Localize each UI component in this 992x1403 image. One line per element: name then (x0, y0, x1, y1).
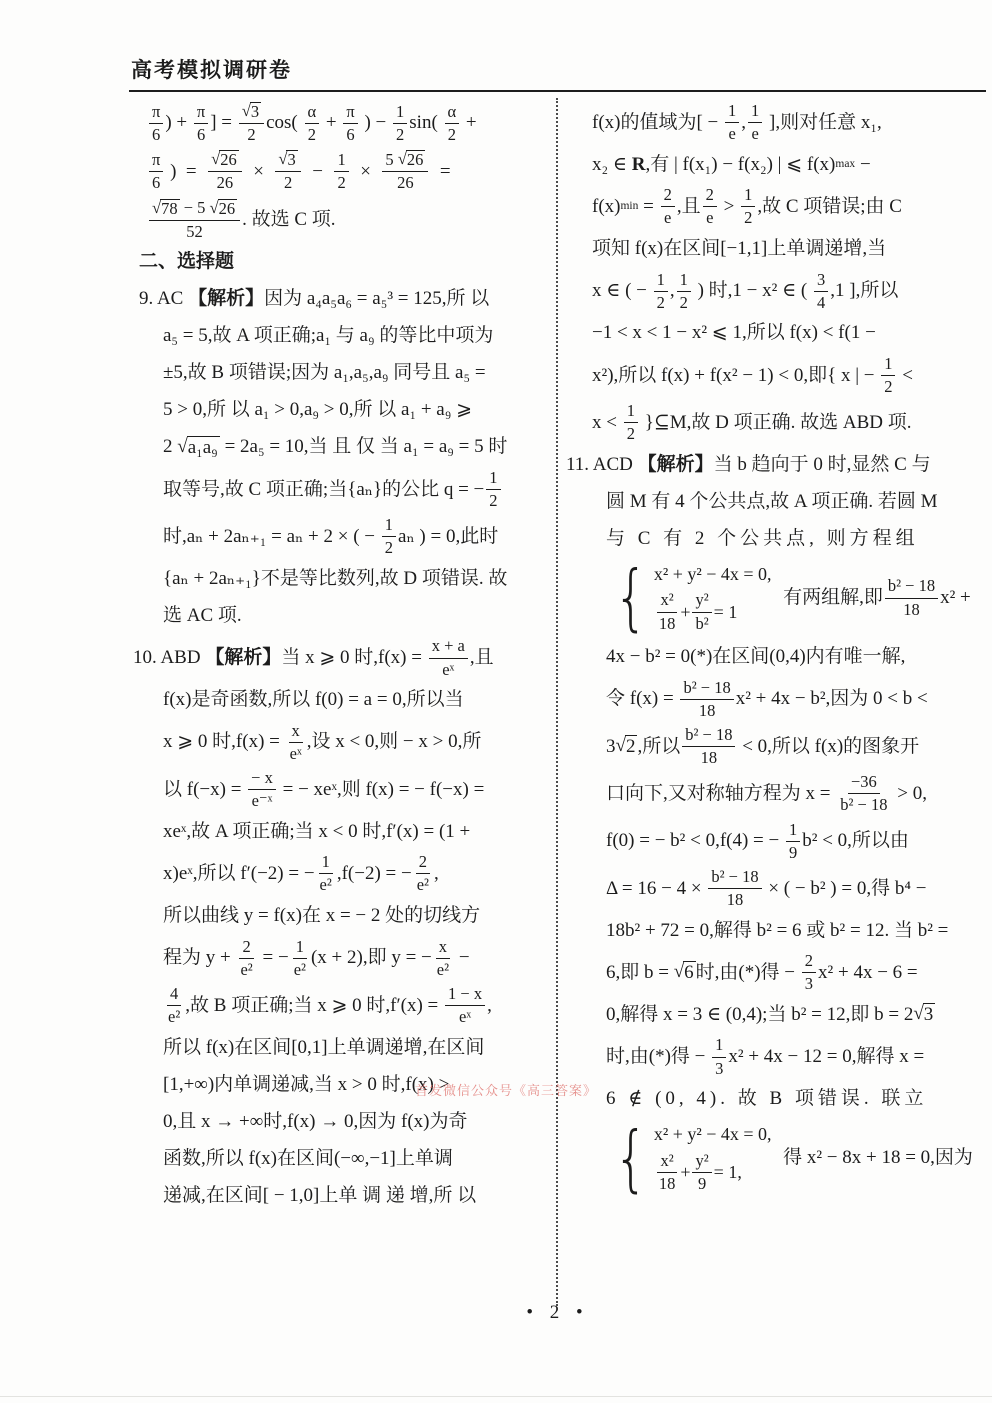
text-line: 令 f(x) = $\frac{\text{b² − 18}}{18}$ x² + 4x − b²,因为 0 < b < (606, 677, 928, 720)
fraction-numerator: 1 (677, 270, 691, 292)
fraction-denominator: e² (168, 1006, 181, 1026)
fraction (814, 270, 828, 313)
sqrt-radicand: 26 (406, 150, 424, 170)
fraction-numerator: 1 (741, 185, 755, 207)
fraction (725, 101, 739, 144)
fraction (624, 401, 638, 444)
sqrt-sign: √ (673, 961, 685, 983)
fraction-denominator: 26 (397, 173, 414, 193)
fraction-numerator: 1 (486, 468, 500, 490)
fraction-denominator: 6 (196, 124, 206, 144)
text-line: x ∈ ( − $\frac{1}{2}$ , $\frac{1}{2}$ ) 时,1 − x² ∈ ( $\frac{3}{4}$ ,1 ],所以 (592, 269, 899, 312)
fraction-numerator: − x (248, 768, 276, 790)
fraction-numerator: 1 (786, 820, 800, 842)
text-line: { x² + y² − 4x = 0, $\frac{\text{x²}}{18}$ + $\frac{\text{y²}}{9}$ = 1, 得 x² − 8x + 18 = 0,因为 (566, 1118, 985, 1199)
text-line: 选 AC 项. (163, 604, 242, 626)
fraction-numerator: √ 78 − 5 √ 26 (149, 198, 240, 221)
fraction-denominator: eˣ (442, 659, 455, 679)
fraction-denominator: 4 (817, 292, 826, 312)
text-line: x ⩾ 0 时,f(x) = $\frac{x}{\text{eˣ}}$ ,设 x < 0,则 − x > 0,所 (163, 720, 482, 763)
fraction-denominator: 2 (337, 172, 346, 192)
fraction-denominator: 2 (884, 376, 893, 396)
text-line: 2 √ a₁a₉ = 2a₅ = 10,当 且 仅 当 a₁ = a₉ = 5 时 (163, 435, 508, 458)
fraction-denominator: 2 (626, 424, 635, 444)
fraction (165, 984, 183, 1027)
fraction-numerator: b² − 18 (682, 725, 735, 747)
fraction-denominator: 26 (216, 173, 234, 193)
fraction-denominator: 2 (656, 292, 665, 312)
bold-text: 二、选择题 (139, 251, 235, 273)
fraction-numerator: 1 (654, 270, 668, 292)
sqrt-radicand: a₁a₉ (187, 436, 218, 458)
text-line: 0,且 x → +∞时,f(x) → 0,因为 f(x)为奇 (163, 1110, 468, 1132)
sqrt-expression (152, 199, 180, 218)
text-line: f(x)的值域为[ − $\frac{1}{e}$ , $\frac{1}{e}$ ],则对任意 x₁, (592, 101, 882, 144)
fraction-denominator: e (751, 124, 759, 144)
fraction (703, 185, 717, 228)
fraction (885, 576, 938, 619)
fraction (275, 149, 300, 193)
fraction-denominator: e⁻ˣ (251, 791, 273, 811)
fraction-numerator: 2 (802, 951, 816, 973)
text-line: x < $\frac{1}{2}$ }⊆M,故 D 项正确. 故选 ABD 项. (592, 401, 912, 444)
equation-row: x² + y² − 4x = 0, (653, 564, 772, 585)
fraction-numerator: π (343, 102, 357, 124)
fraction-numerator: x (289, 721, 303, 743)
header-rule (129, 90, 986, 92)
fraction-numerator: 1 (382, 515, 396, 537)
fraction-numerator (275, 149, 300, 172)
fraction-numerator (239, 101, 264, 124)
text-line: 圆 M 有 4 个公共点,故 A 项正确. 若圆 M (606, 490, 938, 512)
fraction-denominator: 2 (307, 124, 316, 144)
fraction-denominator: e (706, 208, 714, 228)
sqrt-expression (177, 436, 220, 459)
fraction (692, 1151, 711, 1194)
fraction (237, 937, 255, 980)
page-header-title: 高考模拟调研卷 (131, 58, 292, 82)
fraction-numerator: 1 (319, 852, 333, 874)
fraction-numerator: y² (692, 1151, 711, 1173)
fraction-denominator: 52 (186, 221, 203, 241)
fraction-denominator: 18 (658, 1173, 676, 1193)
fraction-numerator: 1 (748, 101, 762, 123)
text-line: 0,解得 x = 3 ∈ (0,4);当 b² = 12,即 b = 2 √ 3 (606, 1003, 934, 1026)
fraction (434, 937, 452, 980)
fraction-numerator: x + a (429, 636, 468, 658)
fraction-denominator: 2 (283, 173, 293, 193)
text-line: Δ = 16 − 4 × $\frac{\text{b² − 18}}{18}$ × ( − b² ) = 0,得 b⁴ − (606, 866, 927, 909)
text-line: x)eˣ,所以 f′(−2) = − $\frac{1}{\text{e²}}$ ,f(−2) = − $\frac{2}{\text{e²}}$ , (163, 852, 439, 895)
fraction-numerator: 1 (712, 1035, 726, 1057)
text-line: $\frac{4}{\text{e²}}$ ,故 B 项正确;当 x ⩾ 0 时,f′(x) = $\frac{1 - x}{\text{eˣ}}$ , (133, 982, 548, 1029)
fraction (682, 725, 735, 768)
sqrt-expression (913, 1003, 935, 1026)
fraction-numerator: 3 (814, 270, 828, 292)
sqrt-expression (210, 199, 238, 218)
text-line: 取等号,故 C 项正确;当{aₙ}的公比 q = − $\frac{1}{2}$ (133, 466, 548, 513)
fraction (382, 515, 396, 558)
fraction-denominator: eˣ (459, 1006, 472, 1026)
text-line: 函数,所以 f(x)在区间(−∞,−1]上单调 (163, 1147, 453, 1169)
text-line: ±5,故 B 项错误;因为 a₁,a₅,a₉ 同号且 a₅ = (163, 362, 486, 384)
text-line: 以 f(−x) = $\frac{- x}{\text{e⁻ˣ}}$ = − xeˣ,则 f(x) = − f(−x) = (163, 767, 485, 811)
fraction (677, 270, 691, 313)
fraction (414, 852, 432, 895)
fraction-denominator: 2 (384, 538, 394, 558)
fraction-numerator: 1 (334, 150, 348, 172)
fraction (680, 678, 733, 721)
text-line: $\frac{\pi}{6}$ ) = √ 26 26 × √ 3 2 − $\frac{1}{2}$ × 5 √ 26 26 = (133, 147, 548, 195)
fraction-numerator: x² (657, 590, 676, 612)
sqrt-expression (674, 961, 696, 984)
text-line: 3 √ 2 ,所以 $\frac{\text{b² − 18}}{18}$ < 0,所以 f(x)的图象开 (606, 724, 920, 768)
text-line: 时,由(*)得 − $\frac{1}{3}$ x² + 4x − 12 = 0,解得 x = (606, 1035, 925, 1078)
fraction-denominator: e (728, 124, 736, 144)
text-line: √ 78 − 5 √ 26 52 . 故选 C 项. (133, 196, 548, 244)
fraction-numerator: 1 (725, 101, 739, 123)
fraction-denominator: 6 (152, 124, 161, 144)
sqrt-sign: √ (152, 197, 162, 217)
fraction-numerator: 1 (881, 354, 895, 376)
fraction-numerator: 2 (703, 185, 717, 207)
sqrt-sign: √ (211, 149, 221, 169)
fraction-numerator: 2 (416, 852, 430, 874)
sqrt-radicand: 26 (220, 150, 237, 170)
text-line: [1,+∞)内单调递减,当 x > 0 时,f(x) > (163, 1073, 450, 1095)
subscript-label: min (620, 200, 639, 213)
sqrt-radicand: 2 (625, 736, 636, 758)
fraction-numerator: α (305, 102, 320, 124)
text-line: f(x)是奇函数,所以 f(0) = a = 0,所以当 (163, 689, 464, 711)
fraction (248, 768, 276, 811)
fraction-denominator: e² (319, 875, 332, 895)
left-brace: { (613, 555, 649, 640)
fraction (305, 102, 320, 145)
equation-row: x² + y² − 4x = 0, (653, 1124, 772, 1145)
fraction-denominator: e² (416, 875, 429, 895)
fraction-denominator: e² (436, 959, 450, 979)
fraction-denominator: b² − 18 (840, 795, 888, 815)
fraction (445, 102, 460, 145)
sqrt-expression (398, 150, 426, 169)
sqrt-radicand: 6 (684, 962, 694, 984)
text-line: f(0) = − b² < 0,f(4) = − $\frac{1}{9}$ b² < 0,所以由 (606, 819, 909, 862)
sqrt-expression (242, 102, 261, 121)
text-line: 所以曲线 y = f(x)在 x = − 2 处的切线方 (163, 905, 481, 927)
fraction (881, 354, 895, 397)
fraction (149, 150, 163, 193)
text-line: −1 < x < 1 − x² ⩽ 1,所以 f(x) < f(1 − (592, 322, 876, 344)
equation-system (608, 1115, 772, 1200)
fraction-numerator: b² − 18 (708, 867, 761, 889)
fraction-denominator: 6 (152, 172, 161, 192)
text-line: 18b² + 72 = 0,解得 b² = 6 或 b² = 12. 当 b² = (606, 919, 949, 941)
fraction (149, 198, 240, 242)
fraction-denominator: 2 (744, 208, 753, 228)
sqrt-sign: √ (615, 735, 626, 757)
fraction-numerator: 5 √ 26 (382, 149, 428, 172)
fraction-denominator: 9 (697, 1173, 707, 1193)
text-line: { x² + y² − 4x = 0, $\frac{\text{x²}}{18}$ + $\frac{\text{y²}}{\text{b²}}$ = 1 有两组解,即 $\frac{\text{b² − 18}}{18}$ x² + (566, 557, 985, 638)
sqrt-radicand: 3 (287, 150, 296, 170)
text-line: 6 ∉ (0, 4). 故 B 项错误. 联立 (606, 1088, 928, 1110)
fraction (802, 951, 816, 994)
fraction-denominator: 18 (700, 748, 718, 768)
sqrt-sign: √ (177, 435, 188, 457)
text-line: 11. ACD 【解析】 当 b 趋向于 0 时,显然 C 与 (566, 453, 931, 475)
fraction-numerator: 1 (393, 102, 407, 124)
fraction (382, 149, 428, 193)
fraction (708, 867, 761, 910)
watermark-text: 首发微信公众号《高三答案》 (415, 1083, 598, 1098)
text-line: {aₙ + 2aₙ₊₁}不是等比数列,故 D 项错误. 故 (163, 567, 508, 589)
equation-row: $\frac{\text{x²}}{18}$ + $\frac{\text{y²}}{\text{b²}}$ = 1 (654, 588, 772, 635)
fraction (334, 150, 348, 193)
equation-row: $\frac{\text{x²}}{18}$ + $\frac{\text{y²}}{9}$ = 1, (654, 1149, 772, 1196)
text-line: 9. AC 【解析】 因为 a₄a₅a₆ = a₅³ = 125,所 以 (139, 288, 490, 310)
fraction (317, 852, 335, 895)
fraction (287, 721, 305, 764)
scan-edge-shadow (0, 1396, 992, 1397)
fraction (661, 185, 675, 228)
sqrt-radicand: 78 (161, 198, 178, 218)
fraction-denominator: 2 (396, 124, 405, 144)
fraction-denominator: e (664, 208, 672, 228)
fraction-numerator: y² (692, 590, 711, 612)
sqrt-sign: √ (913, 1003, 924, 1025)
text-line: 程为 y + $\frac{2}{\text{e²}}$ = − $\frac{1}{\text{e²}}$ (x + 2),即 y = − $\frac{x}{\text{e²}}$ − (163, 936, 470, 979)
fraction (654, 270, 668, 313)
fraction-denominator: 3 (804, 974, 814, 994)
sqrt-radicand: 26 (218, 198, 236, 218)
fraction (291, 937, 309, 980)
fraction (149, 102, 163, 145)
fraction-numerator: 4 (167, 984, 181, 1006)
text-line: 4x − b² = 0(*)在区间(0,4)内有唯一解, (606, 646, 906, 668)
fraction (748, 101, 762, 144)
text-line: 5 > 0,所 以 a₁ > 0,a₉ > 0,所 以 a₁ + a₉ ⩾ (163, 399, 473, 421)
text-line: f(x) min = $\frac{2}{e}$ ,且 $\frac{2}{e}$ > $\frac{1}{2}$ ,故 C 项错误;由 C (592, 185, 902, 228)
fraction-numerator: 1 − x (445, 984, 485, 1006)
bold-text: 【解析】 (205, 647, 282, 669)
text-line: xeˣ,故 A 项正确;当 x < 0 时,f′(x) = (1 + (163, 820, 471, 842)
fraction-denominator: 18 (903, 599, 920, 619)
bold-text: 【解析】 (188, 288, 265, 310)
equation-system-rows (654, 560, 772, 635)
fraction-denominator: 18 (658, 613, 676, 633)
fraction-denominator: 18 (698, 700, 716, 720)
fraction-numerator: π (149, 150, 163, 172)
fraction-denominator: 6 (346, 124, 355, 144)
text-line: a₅ = 5,故 A 项正确;a₁ 与 a₉ 的等比中项为 (163, 325, 494, 347)
answers-left-column (133, 99, 548, 1214)
sqrt-expression (278, 150, 297, 169)
sqrt-sign: √ (397, 149, 407, 169)
fraction-numerator: −36 (848, 772, 880, 794)
sqrt-sign: √ (241, 101, 251, 120)
fraction-numerator: x (436, 937, 450, 959)
fraction-numerator: π (149, 102, 163, 124)
bold-text: R (631, 153, 646, 175)
sqrt-expression (211, 150, 239, 169)
fraction (429, 636, 468, 679)
fraction (837, 772, 890, 815)
text-line: $\frac{\pi}{6}$ ) + $\frac{\pi}{6}$ ] = √ 3 2 cos( $\frac{\alpha}{2}$ + $\frac{\pi}{6}$ ) − $\frac{1}{2}$ sin( $\frac{\alpha}{2}$ + (133, 99, 548, 147)
fraction-denominator: e² (240, 959, 253, 979)
sqrt-radicand: 3 (250, 102, 260, 121)
text-line: 6,即 b = √ 6 时,由(*)得 − $\frac{2}{3}$ x² + 4x − 6 = (606, 951, 918, 994)
sqrt-sign: √ (278, 149, 288, 169)
answers-right-column (566, 99, 985, 1214)
bold-text: 【解析】 (637, 453, 714, 475)
fraction-numerator: 1 (293, 937, 307, 959)
fraction-denominator: e² (293, 959, 306, 979)
text-line: 时,aₙ + 2aₙ₊₁ = aₙ + 2 × ( − $\frac{1}{2}$ aₙ ) = 0,此时 (163, 515, 499, 558)
text-line: 所以 f(x)在区间[0,1]上单调递增,在区间 (163, 1036, 485, 1058)
fraction (194, 102, 208, 145)
fraction (712, 1035, 726, 1078)
answer-columns (133, 99, 985, 1214)
fraction-denominator: 9 (789, 842, 798, 862)
fraction (786, 820, 800, 863)
fraction-denominator: 3 (715, 1058, 724, 1078)
fraction-denominator: 18 (726, 889, 744, 909)
fraction-numerator: b² − 18 (885, 576, 938, 598)
sqrt-radicand: 3 (923, 1004, 934, 1026)
fraction-numerator: 1 (624, 401, 638, 423)
text-line: 口向下,又对称轴方程为 x = $\frac{-36}{\text{b² − 18}}$ > 0, (606, 772, 927, 815)
fraction-numerator: 2 (239, 937, 253, 959)
sqrt-sign: √ (209, 197, 219, 217)
fraction-numerator (208, 149, 242, 172)
page-number: • 2 • (526, 1302, 589, 1323)
fraction-denominator: eˣ (289, 743, 302, 763)
text-line: 递减,在区间[ − 1,0]上单 调 递 增,所 以 (163, 1184, 477, 1206)
fraction-numerator: 2 (661, 185, 675, 207)
equation-system (608, 555, 772, 640)
text-line: 与 C 有 2 个公共点, 则方程组 (606, 527, 919, 549)
text-line: x²),所以 f(x) + f(x² − 1) < 0,即{ x | − $\frac{1}{2}$ < (592, 353, 913, 396)
fraction-denominator: b² (695, 613, 709, 633)
fraction-numerator: α (445, 102, 460, 124)
fraction-denominator: 2 (247, 125, 256, 145)
fraction-numerator: π (194, 102, 208, 124)
fraction-denominator: 2 (447, 124, 456, 144)
fraction (741, 185, 755, 228)
fraction (656, 590, 679, 633)
fraction (239, 101, 264, 145)
fraction (486, 468, 500, 511)
fraction-numerator: x² (657, 1151, 676, 1173)
fraction-numerator: b² − 18 (680, 678, 733, 700)
text-line: 10. ABD 【解析】 当 x ⩾ 0 时,f(x) = $\frac{x + a}{\text{eˣ}}$ ,且 (133, 636, 494, 679)
text-line: x₂ ∈ R ,有 | f(x₁) − f(x₂) | ⩽ f(x) max − (592, 153, 871, 175)
fraction (393, 102, 407, 145)
fraction (692, 590, 711, 633)
equation-system-rows (654, 1121, 772, 1196)
sqrt-expression (616, 735, 638, 758)
fraction (343, 102, 357, 145)
subscript-label: max (835, 158, 856, 171)
fraction (656, 1151, 679, 1194)
fraction (208, 149, 242, 193)
text-line (133, 244, 548, 281)
left-brace: { (613, 1115, 649, 1200)
fraction-denominator: 2 (679, 292, 688, 312)
fraction (445, 984, 485, 1027)
fraction-denominator: 2 (489, 490, 498, 510)
text-line: 项知 f(x)在区间[−1,1]上单调递增,当 (592, 238, 887, 260)
